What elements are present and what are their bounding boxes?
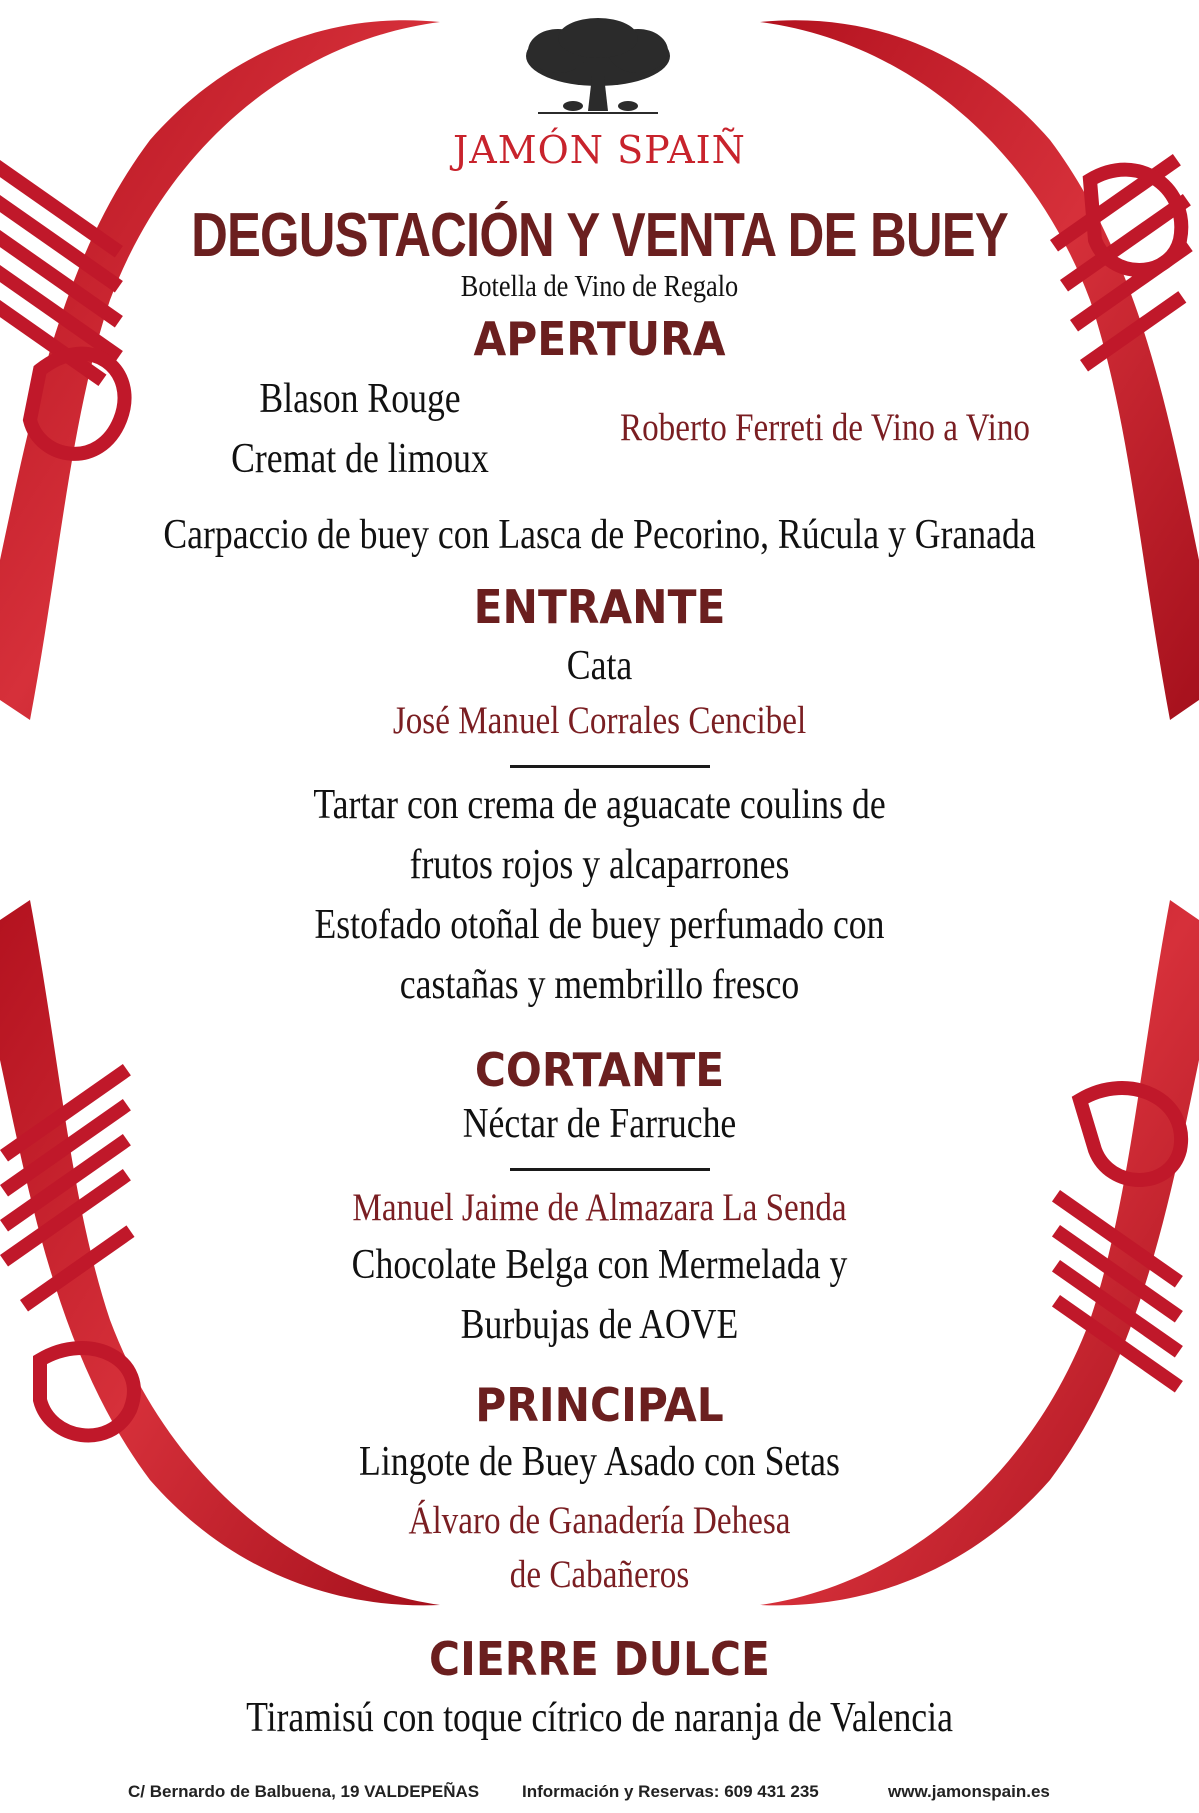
footer-info: Información y Reservas: 609 431 235 [522,1782,819,1801]
section-heading-principal: PRINCIPAL [475,1378,724,1432]
page-subtitle: Botella de Vino de Regalo [460,268,739,303]
section-heading-cierre-dulce: CIERRE DULCE [429,1632,770,1686]
divider [510,765,710,768]
dish-entrante-line1: Tartar con crema de aguacate coulins de [313,782,886,828]
footer-address: C/ Bernardo de Balbuena, 19 VALDEPEÑAS [128,1782,480,1801]
dish-entrante-line2: frutos rojos y alcaparrones [409,842,790,888]
producer-principal-line2: de Cabañeros [509,1553,690,1596]
section-heading-apertura: APERTURA [473,312,726,366]
wine-name-apertura-line2: Cremat de limoux [231,436,489,482]
oak-tree-with-pigs-icon [518,16,678,116]
dish-entrante-line4: castañas y membrillo fresco [399,962,800,1008]
wine-name-apertura-line1: Blason Rouge [259,376,461,422]
producer-principal-line1: Álvaro de Ganadería Dehesa [408,1499,791,1542]
dish-principal: Lingote de Buey Asado con Setas [359,1439,840,1485]
producer-entrante: José Manuel Corrales Cencibel [392,699,807,742]
section-heading-cortante: CORTANTE [474,1043,725,1097]
dish-cortante-line1: Chocolate Belga con Mermelada y [351,1242,848,1288]
dish-apertura: Carpaccio de buey con Lasca de Pecorino, Rúcula y Granada [163,512,1036,558]
producer-cortante: Manuel Jaime de Almazara La Senda [352,1186,847,1229]
section-heading-entrante: ENTRANTE [473,580,726,634]
divider [510,1168,710,1171]
dish-cortante-line2: Burbujas de AOVE [460,1302,739,1348]
footer-website-link[interactable]: www.jamonspain.es [888,1782,1050,1801]
dish-cierre-dulce: Tiramisú con toque cítrico de naranja de Valencia [246,1695,953,1741]
brand-name: JAMÓN SPAIÑ [453,128,746,172]
dish-entrante-line3: Estofado otoñal de buey perfumado con [314,902,885,948]
page-title: DEGUSTACIÓN Y VENTA DE BUEY [191,201,1008,270]
wine-name-cortante: Néctar de Farruche [462,1101,737,1147]
producer-apertura: Roberto Ferreti de Vino a Vino [619,406,1031,449]
wine-name-entrante: Cata [566,643,633,689]
